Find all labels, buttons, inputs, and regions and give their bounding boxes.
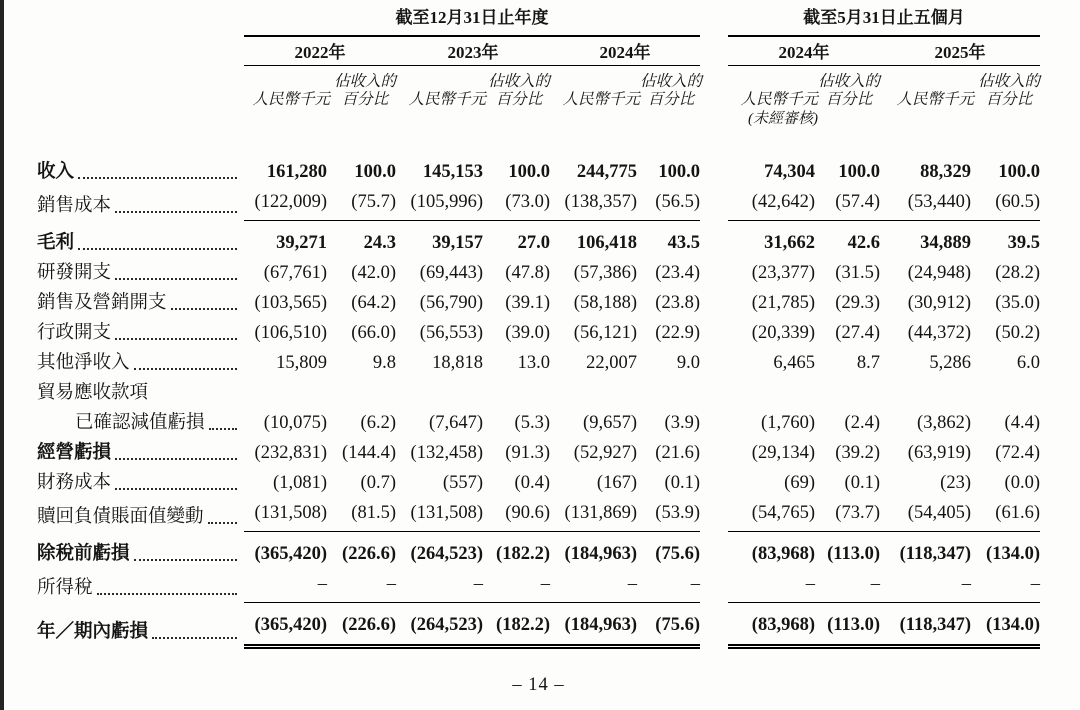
year-header: 2025年 <box>880 36 1040 66</box>
column-gap <box>700 109 728 129</box>
dot-leader <box>209 428 237 430</box>
percent-column-header <box>974 66 1040 110</box>
amount-value-cell: 22,007 <box>586 353 637 373</box>
dot-leader <box>115 338 237 340</box>
amount-value-cell: (57,386) <box>573 263 637 283</box>
table-row <box>37 438 1040 468</box>
amount-value-cell: (69,443) <box>419 263 483 283</box>
amount-value-cell: (138,357) <box>550 187 640 221</box>
percent-header-lines <box>818 73 880 109</box>
empty-cell <box>37 109 244 129</box>
percent-value-cell: (90.6) <box>486 498 550 532</box>
percent-value-cell: (22.9) <box>655 323 700 343</box>
percent-value-cell <box>974 378 1040 408</box>
table-row <box>37 221 1040 259</box>
row-label: 其他淨收入 <box>37 353 130 373</box>
percent-value-cell: (6.2) <box>360 413 396 433</box>
column-gap <box>700 318 728 348</box>
row-label-cell <box>37 438 244 468</box>
row-label: 已確認減值虧損 <box>75 413 205 433</box>
percent-value-cell: (0.4) <box>514 473 550 493</box>
column-gap <box>700 408 728 438</box>
empty-cell <box>330 109 396 129</box>
empty-cell <box>37 6 244 36</box>
percent-column-header <box>818 66 880 110</box>
year-header: 2023年 <box>396 36 550 66</box>
percent-value-cell: (91.3) <box>505 443 550 463</box>
percent-value-cell: (66.0) <box>351 323 396 343</box>
percent-value-cell: (144.4) <box>342 443 396 463</box>
row-label-cell <box>37 129 244 187</box>
amount-value-cell: (118,347) <box>899 544 971 564</box>
dot-leader <box>115 211 237 213</box>
percent-value-cell: (42.0) <box>351 263 396 283</box>
percent-value-cell: (75.6) <box>655 544 700 564</box>
amount-value-cell: (557) <box>442 473 483 493</box>
percent-header-line2: 百分比 <box>495 91 543 108</box>
table-row <box>37 569 1040 603</box>
percent-value-cell: (23.8) <box>655 293 700 313</box>
row-label: 貿易應收款項 <box>37 383 149 403</box>
amount-value-cell: (30,912) <box>907 293 971 313</box>
amount-value-cell: (53,440) <box>880 187 974 221</box>
amount-value-cell: – <box>880 569 974 603</box>
amount-value-cell: (264,523) <box>396 603 486 647</box>
row-label: 行政開支 <box>37 323 112 343</box>
percent-value-cell: (57.4) <box>818 187 880 221</box>
amount-value-cell: (184,963) <box>564 544 637 564</box>
amount-value-cell: (83,968) <box>751 544 815 564</box>
amount-value-cell: (24,948) <box>907 263 971 283</box>
amount-value-cell: (106,510) <box>254 323 327 343</box>
percent-value-cell: (39.1) <box>505 293 550 313</box>
percent-value-cell: – <box>330 569 396 603</box>
row-label-cell <box>37 378 244 408</box>
group-header-row <box>37 6 1040 36</box>
percent-value-cell: (39.2) <box>835 443 880 463</box>
percent-value-cell: – <box>486 569 550 603</box>
amount-value-cell: (184,963) <box>550 603 640 647</box>
empty-cell <box>486 109 550 129</box>
amount-value-cell: 5,286 <box>929 353 971 373</box>
table-row <box>37 603 1040 647</box>
amount-value-cell: (56,790) <box>419 293 483 313</box>
percent-value-cell: (28.2) <box>995 263 1040 283</box>
column-gap <box>700 129 728 187</box>
percent-value-cell: (60.5) <box>974 187 1040 221</box>
amount-value-cell: 18,818 <box>432 353 483 373</box>
table-header <box>37 6 1040 129</box>
amount-value-cell: (44,372) <box>907 323 971 343</box>
row-label-wrap <box>37 350 244 376</box>
percent-value-cell: – <box>818 569 880 603</box>
amount-value-cell: 88,329 <box>920 162 971 182</box>
percent-value-cell: (29.3) <box>835 293 880 313</box>
row-label-wrap <box>37 290 244 316</box>
column-gap <box>700 468 728 498</box>
row-label-wrap <box>37 260 244 286</box>
amount-value-cell: (118,347) <box>880 603 974 647</box>
group-title-annual: 截至12月31日止年度 <box>244 6 700 36</box>
amount-value-cell <box>880 378 974 408</box>
percent-value-cell: 27.0 <box>517 233 550 253</box>
percent-value-cell: 42.6 <box>847 233 880 253</box>
amount-value-cell: (67,761) <box>263 263 327 283</box>
amount-value-cell <box>728 378 818 408</box>
percent-header-line2: 百分比 <box>341 91 389 108</box>
amount-value-cell: (54,765) <box>728 498 818 532</box>
amount-value-cell: 161,280 <box>266 162 327 182</box>
column-gap <box>700 603 728 647</box>
amount-value-cell: (52,927) <box>573 443 637 463</box>
dot-leader <box>134 368 237 370</box>
empty-cell <box>396 109 486 129</box>
percent-header-line1: 佔收入的 <box>977 73 1040 90</box>
percent-value-cell: 100.0 <box>838 162 880 182</box>
row-label-cell <box>37 498 244 532</box>
percent-column-header <box>486 66 550 110</box>
group-title-five-months: 截至5月31日止五個月 <box>728 6 1040 36</box>
amount-value-cell: (56,553) <box>419 323 483 343</box>
amount-column-header: 人民幣千元 <box>740 91 818 108</box>
percent-value-cell: (73.0) <box>486 187 550 221</box>
percent-value-cell: (35.0) <box>995 293 1040 313</box>
amount-value-cell <box>550 378 640 408</box>
row-label-cell <box>37 532 244 570</box>
empty-cell <box>244 109 330 129</box>
amount-value-cell: – <box>728 569 818 603</box>
percent-value-cell: (56.5) <box>640 187 700 221</box>
percent-value-cell: (0.7) <box>360 473 396 493</box>
percent-value-cell: (4.4) <box>1004 413 1040 433</box>
amount-value-cell: (365,420) <box>254 544 327 564</box>
amount-value-cell: 106,418 <box>576 233 637 253</box>
percent-value-cell: (21.6) <box>655 443 700 463</box>
row-label-wrap <box>37 575 244 601</box>
dot-leader <box>115 488 237 490</box>
percent-header-lines <box>640 73 702 109</box>
percent-value-cell: (39.0) <box>505 323 550 343</box>
percent-value-cell: 9.8 <box>372 353 396 373</box>
row-label: 贖回負債賬面值變動 <box>37 506 204 527</box>
percent-header-line1: 佔收入的 <box>640 73 703 90</box>
percent-value-cell: – <box>640 569 700 603</box>
amount-value-cell: 6,465 <box>773 353 815 373</box>
empty-cell <box>880 109 974 129</box>
percent-value-cell: (53.9) <box>640 498 700 532</box>
amount-value-cell: – <box>550 569 640 603</box>
amount-value-cell: (56,121) <box>573 323 637 343</box>
dot-leader <box>115 278 237 280</box>
percent-header-lines <box>334 73 396 109</box>
percent-value-cell: 24.3 <box>363 233 396 253</box>
income-statement-table <box>37 6 1040 649</box>
row-label-cell <box>37 569 244 603</box>
percent-value-cell: (47.8) <box>505 263 550 283</box>
row-label-cell <box>37 258 244 288</box>
amount-value-cell: (20,339) <box>751 323 815 343</box>
year-header: 2024年 <box>550 36 700 66</box>
row-label-cell <box>37 187 244 221</box>
percent-value-cell: (23.4) <box>655 263 700 283</box>
percent-header-line2: 百分比 <box>647 91 695 108</box>
percent-value-cell: (113.0) <box>818 603 880 647</box>
percent-value-cell <box>486 378 550 408</box>
row-label: 毛利 <box>37 233 75 253</box>
row-label-cell <box>37 288 244 318</box>
column-gap <box>700 288 728 318</box>
amount-value-cell: – <box>244 569 330 603</box>
percent-value-cell: 100.0 <box>658 162 700 182</box>
percent-value-cell: (182.2) <box>496 544 550 564</box>
amount-value-cell: (7,647) <box>429 413 483 433</box>
column-gap <box>700 187 728 221</box>
amount-column-header: 人民幣千元 <box>408 91 486 108</box>
empty-cell <box>37 66 244 110</box>
amount-value-cell: (365,420) <box>244 603 330 647</box>
percent-value-cell: 8.7 <box>856 353 880 373</box>
row-label-wrap <box>37 504 244 530</box>
column-gap <box>700 258 728 288</box>
percent-value-cell: (81.5) <box>330 498 396 532</box>
year-header-row <box>37 36 1040 66</box>
percent-value-cell <box>640 378 700 408</box>
empty-cell <box>818 109 880 129</box>
amount-value-cell <box>396 378 486 408</box>
percent-value-cell: 43.5 <box>667 233 700 253</box>
empty-cell <box>550 109 640 129</box>
table-row <box>37 498 1040 532</box>
table-row <box>37 187 1040 221</box>
percent-column-header <box>330 66 396 110</box>
percent-header-line2: 百分比 <box>985 91 1033 108</box>
percent-header-line1: 佔收入的 <box>818 73 881 90</box>
dot-leader <box>208 522 237 524</box>
percent-value-cell <box>330 378 396 408</box>
row-label-wrap <box>37 320 244 346</box>
amount-value-cell: 244,775 <box>576 162 637 182</box>
scan-edge-artifact <box>0 0 4 710</box>
table-row <box>37 318 1040 348</box>
page-number: – 14 – <box>512 675 565 695</box>
amount-value-cell: (69) <box>784 473 815 493</box>
percent-value-cell: (5.3) <box>514 413 550 433</box>
dot-leader <box>115 458 237 460</box>
amount-value-cell: 39,157 <box>432 233 483 253</box>
percent-value-cell: 100.0 <box>354 162 396 182</box>
amount-value-cell: – <box>396 569 486 603</box>
column-gap <box>700 532 728 570</box>
row-label: 收入 <box>37 162 75 182</box>
amount-value-cell: (23,377) <box>751 263 815 283</box>
percent-value-cell: (2.4) <box>844 413 880 433</box>
year-header: 2024年 <box>728 36 880 66</box>
percent-header-lines <box>978 73 1040 109</box>
amount-column-header: 人民幣千元 <box>896 91 974 108</box>
percent-value-cell: 9.0 <box>676 353 700 373</box>
row-label-cell <box>37 603 244 647</box>
amount-value-cell: 15,809 <box>276 353 327 373</box>
dot-leader <box>97 593 237 595</box>
percent-value-cell: 6.0 <box>1016 353 1040 373</box>
percent-value-cell: (3.9) <box>664 413 700 433</box>
row-label-wrap <box>37 470 244 496</box>
amount-value-cell: (54,405) <box>880 498 974 532</box>
empty-cell <box>974 109 1040 129</box>
amount-value-cell: (9,657) <box>583 413 637 433</box>
row-label-wrap <box>37 159 244 185</box>
table-row <box>37 258 1040 288</box>
percent-column-header <box>640 66 703 110</box>
amount-column-header: 人民幣千元 <box>562 91 640 108</box>
amount-value-cell: 39,271 <box>276 233 327 253</box>
amount-value-cell: (122,009) <box>244 187 330 221</box>
amount-value-cell: (58,188) <box>573 293 637 313</box>
amount-value-cell: 34,889 <box>920 233 971 253</box>
amount-value-cell: (232,831) <box>254 443 327 463</box>
empty-cell <box>640 109 700 129</box>
column-gap <box>700 569 728 603</box>
percent-value-cell <box>818 378 880 408</box>
amount-value-cell: (21,785) <box>751 293 815 313</box>
amount-value-cell: (131,869) <box>550 498 640 532</box>
amount-value-cell: (42,642) <box>728 187 818 221</box>
amount-value-cell: (167) <box>596 473 637 493</box>
amount-value-cell: (10,075) <box>263 413 327 433</box>
percent-value-cell: 39.5 <box>1007 233 1040 253</box>
row-label-cell <box>37 348 244 378</box>
row-label-wrap <box>37 541 244 567</box>
percent-value-cell: (31.5) <box>835 263 880 283</box>
amount-value-cell: (131,508) <box>396 498 486 532</box>
amount-value-cell: (29,134) <box>751 443 815 463</box>
table-row <box>37 532 1040 570</box>
row-label-wrap <box>37 230 244 256</box>
row-label-cell <box>37 468 244 498</box>
table-row <box>37 408 1040 438</box>
dot-leader <box>78 177 237 179</box>
percent-value-cell: (27.4) <box>835 323 880 343</box>
column-gap <box>700 6 728 36</box>
row-label-cell <box>37 318 244 348</box>
amount-value-cell: (1,081) <box>273 473 327 493</box>
column-gap <box>700 348 728 378</box>
percent-value-cell: (64.2) <box>351 293 396 313</box>
percent-value-cell: (134.0) <box>974 603 1040 647</box>
percent-value-cell: (226.6) <box>330 603 396 647</box>
percent-header-line1: 佔收入的 <box>487 73 550 90</box>
percent-value-cell: (75.7) <box>330 187 396 221</box>
row-label-wrap <box>37 619 244 645</box>
percent-value-cell: (72.4) <box>995 443 1040 463</box>
row-label: 年／期內虧損 <box>37 621 149 642</box>
percent-value-cell: (75.6) <box>640 603 700 647</box>
amount-value-cell <box>244 378 330 408</box>
percent-value-cell: (61.6) <box>974 498 1040 532</box>
percent-value-cell: (134.0) <box>986 544 1040 564</box>
amount-column-header: 人民幣千元 <box>252 91 330 108</box>
amount-value-cell: 145,153 <box>422 162 483 182</box>
unaudited-note-row <box>37 109 1040 129</box>
amount-value-cell: (83,968) <box>728 603 818 647</box>
row-label-wrap <box>75 410 244 436</box>
amount-value-cell: (131,508) <box>244 498 330 532</box>
percent-value-cell: – <box>974 569 1040 603</box>
amount-value-cell: (103,565) <box>254 293 327 313</box>
table-row <box>37 129 1040 187</box>
column-gap <box>700 498 728 532</box>
row-label-cell <box>37 221 244 259</box>
percent-value-cell: (113.0) <box>827 544 880 564</box>
empty-cell <box>37 36 244 66</box>
row-label-wrap <box>37 380 244 406</box>
column-gap <box>700 378 728 408</box>
row-label-wrap <box>37 193 244 219</box>
amount-value-cell: (1,760) <box>761 413 815 433</box>
row-label: 銷售成本 <box>37 195 112 216</box>
row-label: 除稅前虧損 <box>37 544 130 564</box>
dot-leader <box>152 637 237 639</box>
amount-value-cell: 31,662 <box>764 233 815 253</box>
percent-value-cell: 100.0 <box>998 162 1040 182</box>
column-gap <box>700 221 728 259</box>
percent-header-line2: 百分比 <box>825 91 873 108</box>
table-row <box>37 468 1040 498</box>
percent-value-cell: (226.6) <box>342 544 396 564</box>
dot-leader <box>171 308 237 310</box>
amount-value-cell: (3,862) <box>917 413 971 433</box>
column-gap <box>700 66 728 110</box>
amount-value-cell: (63,919) <box>907 443 971 463</box>
year-header: 2022年 <box>244 36 396 66</box>
table-row <box>37 288 1040 318</box>
row-label-wrap <box>37 440 244 466</box>
table-row <box>37 378 1040 408</box>
dot-leader <box>78 248 237 250</box>
percent-value-cell: (50.2) <box>995 323 1040 343</box>
percent-value-cell: 100.0 <box>508 162 550 182</box>
column-header-row <box>37 66 1040 110</box>
amount-value-cell: (105,996) <box>396 187 486 221</box>
table-body <box>37 129 1040 647</box>
percent-header-lines <box>488 73 550 109</box>
row-label: 所得稅 <box>37 577 93 598</box>
amount-value-cell: (264,523) <box>410 544 483 564</box>
row-label: 研發開支 <box>37 263 112 283</box>
dot-leader <box>134 559 237 561</box>
percent-value-cell: 13.0 <box>517 353 550 373</box>
percent-value-cell: (182.2) <box>486 603 550 647</box>
row-label: 經營虧損 <box>37 443 112 463</box>
table-row <box>37 348 1040 378</box>
percent-header-line1: 佔收入的 <box>333 73 396 90</box>
percent-value-cell: (73.7) <box>818 498 880 532</box>
row-label-cell <box>37 408 244 438</box>
amount-value-cell: 74,304 <box>764 162 815 182</box>
row-label: 財務成本 <box>37 473 112 493</box>
percent-value-cell: (0.0) <box>1004 473 1040 493</box>
percent-value-cell: (0.1) <box>844 473 880 493</box>
column-gap <box>700 438 728 468</box>
column-gap <box>700 36 728 66</box>
percent-value-cell: (0.1) <box>664 473 700 493</box>
amount-value-cell: (23) <box>940 473 971 493</box>
amount-value-cell: (132,458) <box>410 443 483 463</box>
row-label: 銷售及營銷開支 <box>37 293 167 313</box>
unaudited-note: (未經審核) <box>748 111 818 127</box>
